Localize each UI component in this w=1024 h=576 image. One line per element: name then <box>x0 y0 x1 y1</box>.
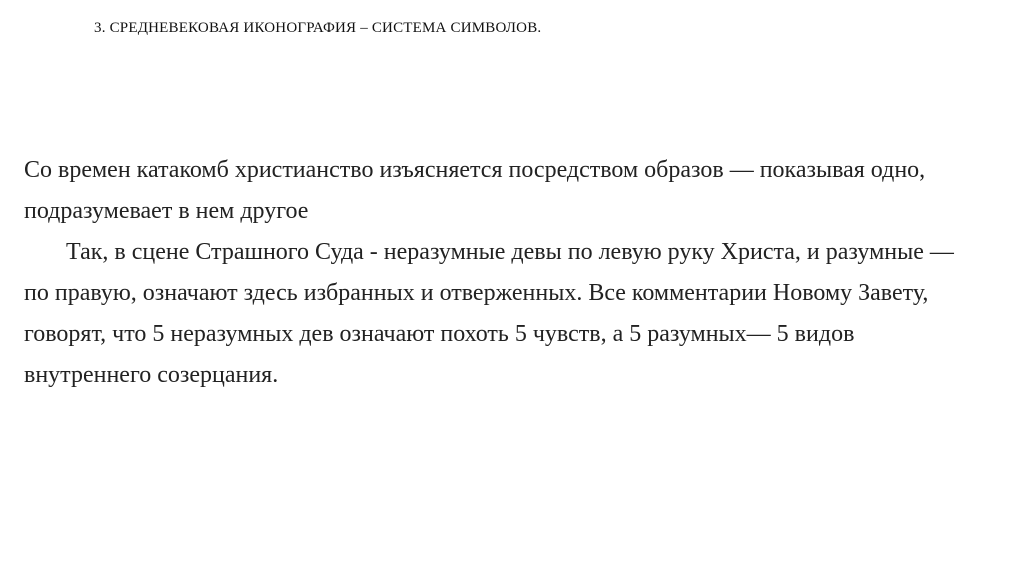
paragraph-intro: Со времен катакомб христианство изъясняется посредством образов — показывая одно, подразумевает в нем другое <box>24 157 926 224</box>
slide-title: 3. СРЕДНЕВЕКОВАЯ ИКОНОГРАФИЯ – СИСТЕМА СИМВОЛОВ. <box>94 20 542 36</box>
slide-body <box>24 150 984 396</box>
paragraph-example: Так, в сцене Страшного Суда - неразумные девы по левую руку Христа, и разумные — по правую, означают здесь избранных и отверженных. Все комментарии Новому Завету, говорят, что 5 неразумных дев означают похоть 5 чувств, а 5 разумных— 5 видов внутреннего созерцания. <box>24 239 954 388</box>
